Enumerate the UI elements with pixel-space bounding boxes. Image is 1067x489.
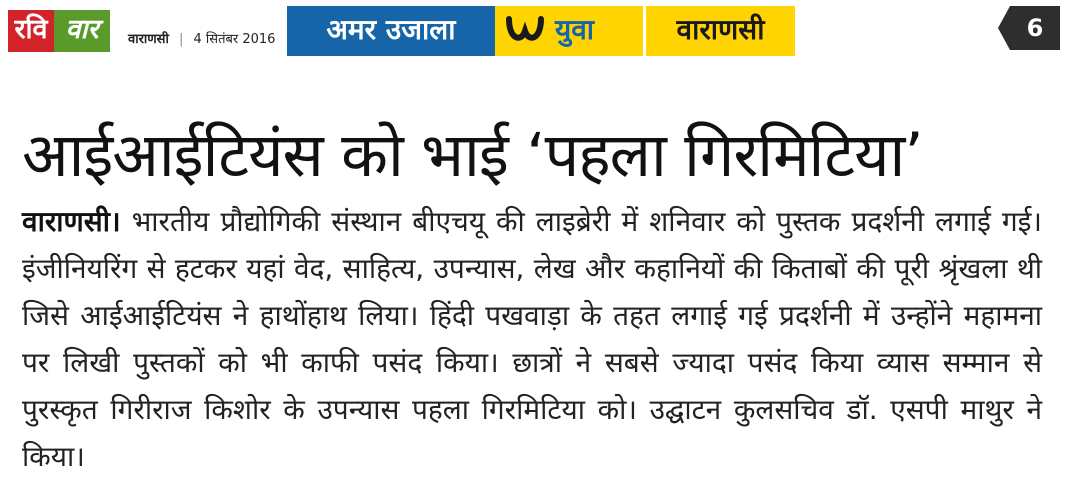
edition-dateline xyxy=(128,29,275,47)
article-dateline: वाराणसी। xyxy=(22,205,121,238)
article-headline: आईआईटियंस को भाई ‘पहला गिरमिटिया’ xyxy=(22,119,923,191)
edition-date: 4 सितंबर 2016 xyxy=(193,32,276,47)
edition-city: वाराणसी xyxy=(128,32,169,47)
page-header xyxy=(0,0,1067,62)
masthead-brand xyxy=(287,6,795,56)
ravivar-logo-part1: रवि xyxy=(8,10,54,52)
article-body-text: भारतीय प्रौद्योगिकी संस्थान बीएचयू की लाइब्रेरी में शनिवार को पुस्तक प्रदर्शनी लगाई गई। इंजीनियरिंग से हटकर यहां वेद, साहित्य, उपन्यास, लेख और कहानियों की किताबों की पूरी श्रृंखला थी जिसे आईआईटियंस ने हाथोंहाथ लिया। हिंदी पखवाड़ा के तहत लगाई गई प्रदर्शनी में उन्होंने महामना पर लिखी पुस्तकों को भी काफी पसंद किया। छात्रों ने सबसे ज्यादा पसंद किया व्यास सम्मान से पुरस्कृत गिरीराज किशोर के उपन्यास पहला गिरमिटिया को। उद्घाटन कुलसचिव डॉ. एसपी माथुर ने किया। xyxy=(22,205,1042,473)
city-tag: वाराणसी xyxy=(643,6,795,56)
yuva-section xyxy=(495,6,643,56)
dateline-separator: | xyxy=(178,32,184,47)
page-number-tab xyxy=(998,6,1010,50)
ravivar-logo-part2: वार xyxy=(54,10,110,52)
newspaper-name: अमर उजाला xyxy=(287,6,495,56)
ravivar-logo xyxy=(8,10,120,52)
page-number: 6 xyxy=(1010,6,1060,50)
article-body xyxy=(22,198,1042,480)
yuva-label: युवा xyxy=(555,13,595,46)
page-number-badge xyxy=(998,6,1060,50)
yuva-logo-icon xyxy=(505,15,545,47)
